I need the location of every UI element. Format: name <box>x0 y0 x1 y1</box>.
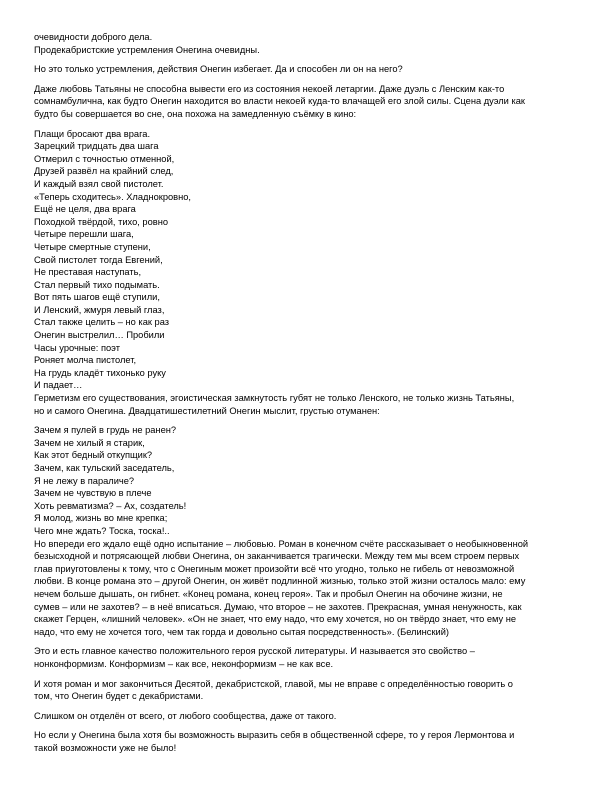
text-line: Зарецкий тридцать два шага <box>34 141 159 152</box>
text-line: Чего мне ждать? Тоска, тоска!.. <box>34 525 170 536</box>
text-line: надо, что ему не хочется того, чем так горда и довольно сытая посредственность». (Белинский) <box>34 626 449 637</box>
text-line: Стал первый тихо подымать. <box>34 279 160 290</box>
paragraph <box>34 83 578 121</box>
text-line: Плащи бросают два врага. <box>34 128 151 139</box>
text-line: Четыре перешли шага, <box>34 229 134 240</box>
text-line: сомнамбулична, как будто Онегин находится во власти некоей куда-то влачащей его злой силы. Сцена дуэли как <box>34 96 525 107</box>
paragraph <box>34 710 578 723</box>
text-line: том, что Онегин будет с декабристами. <box>34 691 204 702</box>
paragraph <box>34 128 578 418</box>
text-line: любви. В конце романа это – другой Онегин, он живёт подлинной жизнью, только этой жизни осталось мало: ему <box>34 576 526 587</box>
text-line: но и самого Онегина. Двадцатишестилетний Онегин мыслит, грустью отуманен: <box>34 405 380 416</box>
text-line: «Теперь сходитесь». Хладнокровно, <box>34 191 191 202</box>
text-line: очевидности доброго дела. <box>34 32 153 42</box>
text-line: Не преставая наступать, <box>34 267 142 278</box>
text-line: Слишком он отделён от всего, от любого сообщества, даже от такого. <box>34 710 337 721</box>
text-line: Вот пять шагов ещё ступили, <box>34 292 160 303</box>
text-line: Но это только устремления, действия Онегин избегает. Да и способен ли он на него? <box>34 64 403 75</box>
text-line: Зачем не хилый я старик, <box>34 437 145 448</box>
text-line: Но впереди его ждало ещё одно испытание – любовью. Роман в конечном счёте рассказывает о необыкновенной <box>34 538 529 549</box>
text-line: Стал также целить – но как раз <box>34 317 170 328</box>
text-line: нечем больше дышать, он гибнет. «Конец романа, конец героя». Так и пробыл Онегин на обочине жизни, не <box>34 588 503 599</box>
paragraph <box>34 63 578 76</box>
text-line: Хоть ревматизма? – Ах, создатель! <box>34 500 187 511</box>
paragraph <box>34 31 578 56</box>
text-line: глав приуготовлены к тому, что с Онегиным может произойти всё что угодно, только не гибель от невозможной <box>34 563 515 574</box>
paragraph-gap <box>34 56 578 63</box>
text-line: Зачем не чувствую в плече <box>34 488 152 499</box>
text-line: нонконформизм. Конформизм – как все, неконформизм – не как все. <box>34 658 334 669</box>
text-line: безысходной и потрясающей любви Онегина, он заканчивается трагически. Между тем мы всем строем первых <box>34 551 520 562</box>
text-line: Герметизм его существования, эгоистическая замкнутость губят не только Ленского, не только жизнь Татьяны, <box>34 393 515 404</box>
text-line: Четыре смертные ступени, <box>34 241 151 252</box>
text-line: Походкой твёрдой, тихо, ровно <box>34 216 168 227</box>
text-line: На грудь кладёт тихонько руку <box>34 367 166 378</box>
paragraph-gap <box>34 76 578 83</box>
text-line: И падает… <box>34 380 83 391</box>
text-line: Зачем я пулей в грудь не ранен? <box>34 425 177 436</box>
paragraph <box>34 424 578 638</box>
text-line: будто бы совершается во сне, она похожа на замедленную съёмку в кино: <box>34 108 357 119</box>
paragraph-gap <box>34 417 578 424</box>
paragraph-gap <box>34 703 578 710</box>
text-line: Даже любовь Татьяны не способна вывести его из состояния некоей летаргии. Даже дуэль с Ленским как-то <box>34 83 505 94</box>
text-line: Я не лежу в параличе? <box>34 475 135 486</box>
paragraph-gap <box>34 638 578 645</box>
text-line: Но если у Онегина была хотя бы возможность выразить себя в общественной сфере, то у героя Лермонтова и <box>34 730 515 741</box>
paragraph-gap <box>34 121 578 128</box>
text-line: Часы урочные: поэт <box>34 342 120 353</box>
text-line: Отмерил с точностью отменной, <box>34 153 175 164</box>
paragraph <box>34 678 578 703</box>
paragraph <box>34 645 578 670</box>
text-line: И Ленский, жмуря левый глаз, <box>34 304 165 315</box>
text-line: Роняет молча пистолет, <box>34 355 137 366</box>
text-line: Как этот бедный откупщик? <box>34 450 153 461</box>
text-line: Свой пистолет тогда Евгений, <box>34 254 163 265</box>
text-line: скажет Герцен, «лишний человек». «Он не знает, что ему надо, что ему хочется, но он твёрдо знает, что ему не <box>34 614 517 625</box>
text-line: Ещё не целя, два врага <box>34 204 136 215</box>
text-line: Зачем, как тульский заседатель, <box>34 463 175 473</box>
text-line: И хотя роман и мог закончиться Десятой, декабристской, главой, мы не вправе с определённостью говорить о <box>34 678 513 689</box>
text-line: И каждый взял свой пистолет. <box>34 178 164 189</box>
text-line: сумев – или не захотев? – в неё вписаться. Думаю, что второе – не захотев. Прекрасная, умная ненужность, как <box>34 601 522 612</box>
paragraph <box>34 729 578 754</box>
paragraph-gap <box>34 671 578 678</box>
text-line: Онегин выстрелил… Пробили <box>34 330 165 341</box>
text-line: Это и есть главное качество положительного героя русской литературы. И называется это свойство – <box>34 646 475 657</box>
paragraph-gap <box>34 722 578 729</box>
text-line: Продекабристские устремления Онегина очевидны. <box>34 44 260 55</box>
text-line: Друзей развёл на крайний след, <box>34 166 174 177</box>
text-line: такой возможности уже не было! <box>34 742 177 753</box>
text-line: Я молод, жизнь во мне крепка; <box>34 513 168 524</box>
